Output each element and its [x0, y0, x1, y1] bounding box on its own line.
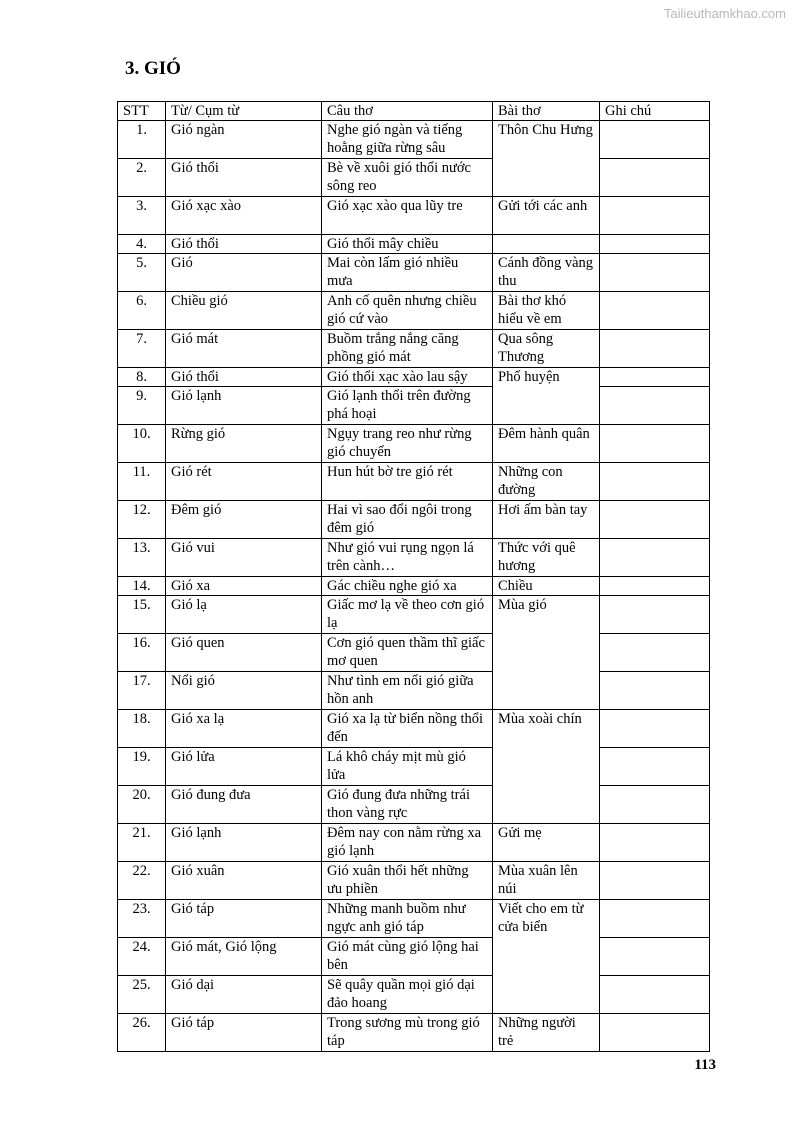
row-number: 25. [118, 976, 166, 1014]
term-cell: Gió thổi [166, 159, 322, 197]
poem-cell: Mùa xuân lên núi [493, 862, 600, 900]
note-cell [600, 786, 710, 824]
term-cell: Gió dại [166, 976, 322, 1014]
note-cell [600, 254, 710, 292]
poem-cell: Những người trẻ [493, 1014, 600, 1052]
row-number: 20. [118, 786, 166, 824]
table-row [118, 786, 710, 824]
row-number: 1. [118, 121, 166, 159]
table-row [118, 121, 710, 159]
verse-cell: Gác chiều nghe gió xa [322, 577, 493, 596]
verse-cell: Gió xa lạ từ biển nồng thổi đến [322, 710, 493, 748]
table-row [118, 596, 710, 634]
table-row [118, 387, 710, 425]
row-number: 21. [118, 824, 166, 862]
row-number: 12. [118, 501, 166, 539]
poem-cell: Viết cho em từ cửa biển [493, 900, 600, 1014]
header-note: Ghi chú [600, 102, 710, 121]
verse-cell: Ngụy trang reo như rừng gió chuyển [322, 425, 493, 463]
note-cell [600, 710, 710, 748]
note-cell [600, 672, 710, 710]
term-cell: Gió ngàn [166, 121, 322, 159]
table-row [118, 463, 710, 501]
poem-cell: Mùa gió [493, 596, 600, 710]
note-cell [600, 330, 710, 368]
note-cell [600, 596, 710, 634]
verse-cell: Cơn gió quen thầm thĩ giấc mơ quen [322, 634, 493, 672]
row-number: 17. [118, 672, 166, 710]
table-row [118, 900, 710, 938]
table-row [118, 254, 710, 292]
term-cell: Đêm gió [166, 501, 322, 539]
table-row [118, 292, 710, 330]
verse-cell: Sẽ quây quần mọi gió dại đảo hoang [322, 976, 493, 1014]
note-cell [600, 577, 710, 596]
note-cell [600, 748, 710, 786]
header-verse: Câu thơ [322, 102, 493, 121]
row-number: 8. [118, 368, 166, 387]
term-cell: Gió lửa [166, 748, 322, 786]
note-cell [600, 235, 710, 254]
note-cell [600, 121, 710, 159]
verse-cell: Gió lạnh thổi trên đường phá hoại [322, 387, 493, 425]
term-cell: Gió thổi [166, 235, 322, 254]
table-row [118, 425, 710, 463]
verse-cell: Giấc mơ lạ về theo cơn gió lạ [322, 596, 493, 634]
term-cell: Rừng gió [166, 425, 322, 463]
row-number: 19. [118, 748, 166, 786]
row-number: 16. [118, 634, 166, 672]
note-cell [600, 976, 710, 1014]
table-row [118, 1014, 710, 1052]
note-cell [600, 463, 710, 501]
term-cell: Gió táp [166, 1014, 322, 1052]
table-row [118, 824, 710, 862]
poem-cell: Phố huyện [493, 368, 600, 425]
poem-cell: Gửi mẹ [493, 824, 600, 862]
poem-cell: Thức với quê hương [493, 539, 600, 577]
table-row [118, 539, 710, 577]
term-cell: Gió mát [166, 330, 322, 368]
poem-cell [493, 235, 600, 254]
verse-cell: Gió mát cùng gió lộng hai bên [322, 938, 493, 976]
term-cell: Gió xuân [166, 862, 322, 900]
row-number: 11. [118, 463, 166, 501]
verse-cell: Bè về xuôi gió thổi nước sông reo [322, 159, 493, 197]
table-row [118, 577, 710, 596]
term-cell: Gió thổi [166, 368, 322, 387]
table-row [118, 368, 710, 387]
poem-cell: Qua sông Thương [493, 330, 600, 368]
note-cell [600, 292, 710, 330]
verse-cell: Như gió vui rụng ngọn lá trên cành… [322, 539, 493, 577]
note-cell [600, 159, 710, 197]
verse-cell: Hai vì sao đổi ngôi trong đêm gió [322, 501, 493, 539]
term-cell: Chiều gió [166, 292, 322, 330]
row-number: 24. [118, 938, 166, 976]
table-row [118, 159, 710, 197]
row-number: 23. [118, 900, 166, 938]
note-cell [600, 938, 710, 976]
row-number: 2. [118, 159, 166, 197]
term-cell: Gió quen [166, 634, 322, 672]
row-number: 3. [118, 197, 166, 235]
poem-cell: Mùa xoài chín [493, 710, 600, 824]
verse-cell: Hun hút bờ tre gió rét [322, 463, 493, 501]
row-number: 18. [118, 710, 166, 748]
table-row [118, 197, 710, 235]
verse-cell: Gió thổi xạc xào lau sậy [322, 368, 493, 387]
poem-cell: Chiều [493, 577, 600, 596]
verse-cell: Gió đung đưa những trái thon vàng rực [322, 786, 493, 824]
term-cell: Gió lạnh [166, 387, 322, 425]
verse-cell: Buồm trắng nắng căng phồng gió mát [322, 330, 493, 368]
row-number: 22. [118, 862, 166, 900]
table-row [118, 862, 710, 900]
term-cell: Gió lạ [166, 596, 322, 634]
poem-cell: Những con đường [493, 463, 600, 501]
term-cell: Gió rét [166, 463, 322, 501]
section-title: 3. GIÓ [125, 58, 181, 79]
table-row [118, 976, 710, 1014]
wind-word-table [117, 101, 710, 1052]
verse-cell: Nghe gió ngàn và tiếng hoằng giữa rừng sâu [322, 121, 493, 159]
note-cell [600, 501, 710, 539]
row-number: 14. [118, 577, 166, 596]
note-cell [600, 824, 710, 862]
table-row [118, 330, 710, 368]
term-cell: Gió [166, 254, 322, 292]
poem-cell: Đêm hành quân [493, 425, 600, 463]
table-header-row [118, 102, 710, 121]
verse-cell: Mai còn lấm gió nhiều mưa [322, 254, 493, 292]
poem-cell: Gửi tới các anh [493, 197, 600, 235]
verse-cell: Gió thổi mây chiều [322, 235, 493, 254]
verse-cell: Như tình em nổi gió giữa hồn anh [322, 672, 493, 710]
row-number: 15. [118, 596, 166, 634]
row-number: 4. [118, 235, 166, 254]
row-number: 13. [118, 539, 166, 577]
note-cell [600, 862, 710, 900]
page-number: 113 [694, 1057, 716, 1073]
poem-cell: Hơi ấm bàn tay [493, 501, 600, 539]
note-cell [600, 900, 710, 938]
row-number: 7. [118, 330, 166, 368]
table-row [118, 672, 710, 710]
poem-cell: Bài thơ khó hiểu về em [493, 292, 600, 330]
watermark: Tailieuthamkhao.com [663, 6, 786, 21]
header-term: Từ/ Cụm từ [166, 102, 322, 121]
poem-cell: Cánh đồng vàng thu [493, 254, 600, 292]
term-cell: Gió xạc xào [166, 197, 322, 235]
table-row [118, 235, 710, 254]
table-row [118, 748, 710, 786]
table-row [118, 501, 710, 539]
note-cell [600, 368, 710, 387]
note-cell [600, 634, 710, 672]
verse-cell: Lá khô cháy mịt mù gió lửa [322, 748, 493, 786]
note-cell [600, 387, 710, 425]
note-cell [600, 539, 710, 577]
row-number: 6. [118, 292, 166, 330]
table-body [118, 121, 710, 1052]
note-cell [600, 425, 710, 463]
table-row [118, 710, 710, 748]
verse-cell: Đêm nay con nằm rừng xa gió lạnh [322, 824, 493, 862]
term-cell: Gió lạnh [166, 824, 322, 862]
verse-cell: Gió xạc xào qua lũy tre [322, 197, 493, 235]
row-number: 10. [118, 425, 166, 463]
note-cell [600, 1014, 710, 1052]
note-cell [600, 197, 710, 235]
row-number: 9. [118, 387, 166, 425]
table-row [118, 634, 710, 672]
term-cell: Gió mát, Gió lộng [166, 938, 322, 976]
verse-cell: Anh cố quên nhưng chiều gió cứ vào [322, 292, 493, 330]
verse-cell: Gió xuân thổi hết những ưu phiền [322, 862, 493, 900]
term-cell: Gió xa lạ [166, 710, 322, 748]
term-cell: Gió vui [166, 539, 322, 577]
header-poem: Bài thơ [493, 102, 600, 121]
verse-cell: Trong sương mù trong gió táp [322, 1014, 493, 1052]
row-number: 26. [118, 1014, 166, 1052]
term-cell: Gió đung đưa [166, 786, 322, 824]
term-cell: Gió xa [166, 577, 322, 596]
header-stt: STT [118, 102, 166, 121]
term-cell: Gió táp [166, 900, 322, 938]
verse-cell: Những manh buồm như ngực anh gió táp [322, 900, 493, 938]
term-cell: Nổi gió [166, 672, 322, 710]
poem-cell: Thôn Chu Hưng [493, 121, 600, 197]
row-number: 5. [118, 254, 166, 292]
table-row [118, 938, 710, 976]
